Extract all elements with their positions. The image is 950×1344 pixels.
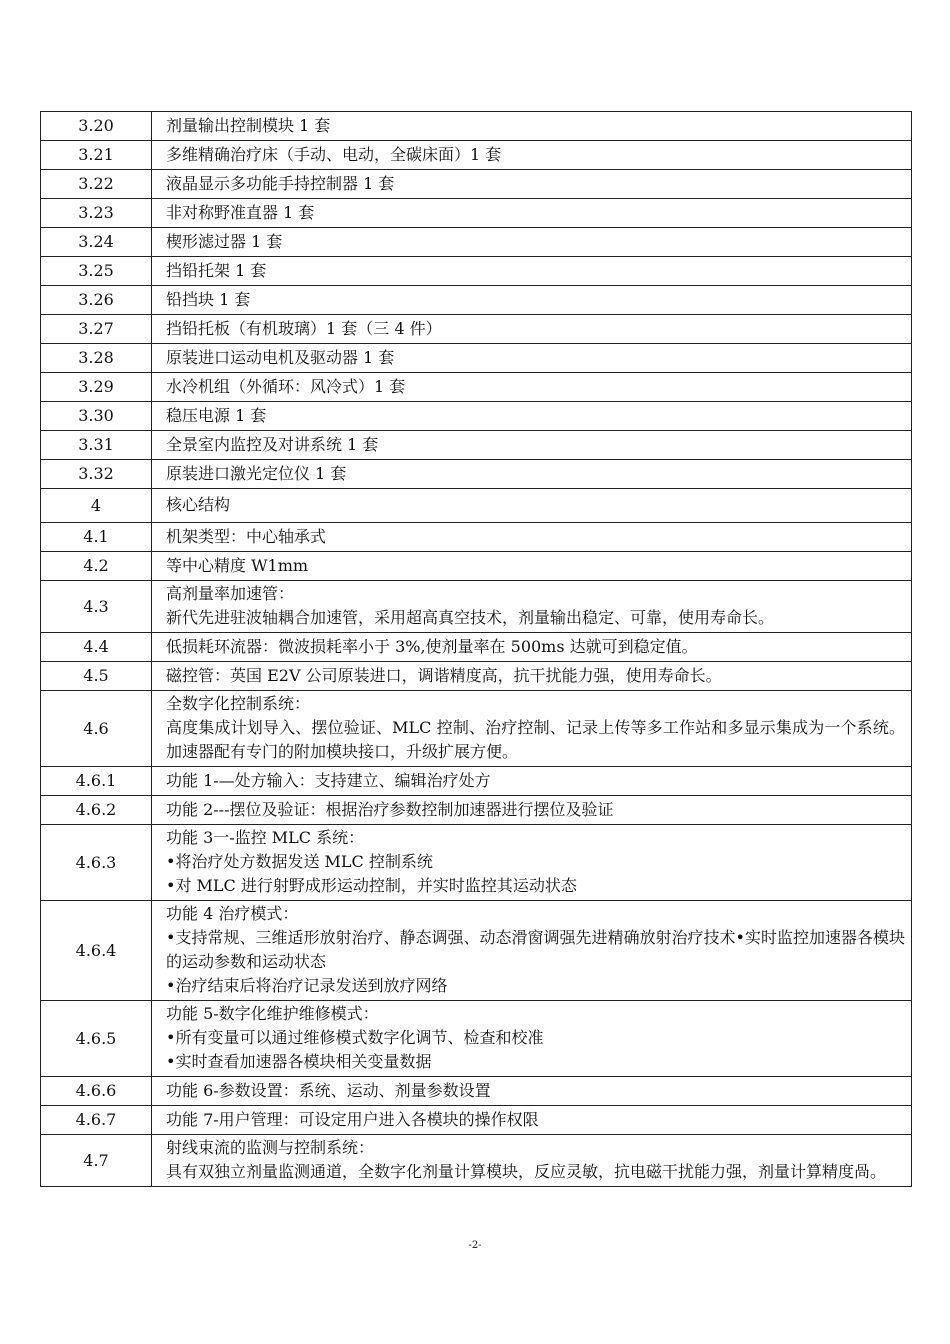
row-description [152, 286, 912, 315]
table-row [41, 1106, 912, 1135]
spec-table [40, 111, 912, 1187]
spec-table-body [41, 112, 912, 1187]
row-number: 4.6.6 [41, 1077, 152, 1106]
row-description [152, 552, 912, 581]
table-row [41, 662, 912, 691]
table-row [41, 1135, 912, 1187]
description-line: 挡铅托架 1 套 [166, 260, 267, 280]
description-line: 射线束流的监测与控制系统： [166, 1138, 375, 1157]
description-line: 高剂量率加速管： [166, 584, 295, 603]
description-line: 功能 2---摆位及验证：根据治疗参数控制加速器进行摆位及验证 [166, 799, 614, 819]
description-line: 功能 4 治疗模式： [166, 904, 299, 923]
description-line: •将治疗处方数据发送 MLC 控制系统 [166, 852, 433, 871]
description-line: 具有双独立剂量监测通道，全数字化剂量计算模块，反应灵敏，抗电磁干扰能力强，剂量计算精度咼。 [166, 1162, 887, 1181]
table-row [41, 552, 912, 581]
table-row [41, 170, 912, 199]
description-line: •所有变量可以通过维修模式数字化调节、检查和校准 [166, 1028, 544, 1047]
row-description [152, 691, 912, 767]
row-number: 4.6.1 [41, 767, 152, 796]
description-line: 功能 5-数字化维护维修模式： [166, 1004, 379, 1023]
description-line: 高度集成计划导入、摆位验证、MLC 控制、治疗控制、记录上传等多工作站和多显示集成为一个系统。加速器配有专门的附加模块接口，升级扩展方便。 [166, 718, 905, 761]
row-number: 3.25 [41, 257, 152, 286]
table-row [41, 315, 912, 344]
row-description [152, 825, 912, 901]
table-row [41, 796, 912, 825]
table-row [41, 141, 912, 170]
table-row [41, 257, 912, 286]
row-number: 3.32 [41, 460, 152, 489]
row-description [152, 228, 912, 257]
description-line: 多维精确治疗床（手动、电动，全碳床面）1 套 [166, 144, 502, 164]
table-row [41, 489, 912, 523]
description-line: 功能 6-参数设置：系统、运动、剂量参数设置 [166, 1080, 491, 1100]
row-number: 3.31 [41, 431, 152, 460]
table-row [41, 344, 912, 373]
description-line: 低损耗环流器：微波损耗率小于 3%,使剂量率在 500ms 达就可到稳定值。 [166, 636, 698, 656]
row-number: 3.23 [41, 199, 152, 228]
row-description [152, 315, 912, 344]
table-row [41, 112, 912, 141]
row-description [152, 112, 912, 141]
row-number: 3.30 [41, 402, 152, 431]
table-row [41, 1077, 912, 1106]
table-row [41, 633, 912, 662]
row-number: 4.6 [41, 691, 152, 767]
row-number: 4.7 [41, 1135, 152, 1187]
row-description [152, 901, 912, 1001]
row-description [152, 489, 912, 523]
table-row [41, 402, 912, 431]
row-description [152, 170, 912, 199]
row-number: 4.6.7 [41, 1106, 152, 1135]
row-number: 4.3 [41, 581, 152, 633]
row-description [152, 1001, 912, 1077]
table-row [41, 460, 912, 489]
page-number: -2- [468, 1240, 482, 1251]
row-description [152, 581, 912, 633]
description-line: 等中心精度 W1mm [166, 555, 309, 575]
row-number: 4.6.4 [41, 901, 152, 1001]
row-number: 3.21 [41, 141, 152, 170]
row-description [152, 1077, 912, 1106]
table-row [41, 523, 912, 552]
row-number: 4.4 [41, 633, 152, 662]
description-line: •实时查看加速器各模块相关变量数据 [166, 1052, 432, 1071]
description-line: 铅挡块 1 套 [166, 289, 251, 309]
table-row [41, 825, 912, 901]
row-description [152, 767, 912, 796]
row-number: 4.1 [41, 523, 152, 552]
row-number: 3.26 [41, 286, 152, 315]
row-description [152, 633, 912, 662]
description-line: 功能 1-—处方输入：支持建立、编辑治疗处方 [166, 770, 491, 790]
row-number: 4 [41, 489, 152, 523]
description-line: 稳压电源 1 套 [166, 405, 267, 425]
row-description [152, 344, 912, 373]
description-line: 机架类型：中心轴承式 [166, 526, 327, 546]
table-row [41, 199, 912, 228]
row-number: 4.6.5 [41, 1001, 152, 1077]
table-row [41, 431, 912, 460]
table-row [41, 901, 912, 1001]
description-line: 挡铅托板（有机玻璃）1 套（三 4 件） [166, 318, 442, 338]
row-description [152, 141, 912, 170]
description-line: 功能 7-用户管理：可设定用户进入各模块的操作权限 [166, 1109, 539, 1129]
description-line: 水冷机组（外循环：风冷式）1 套 [166, 376, 406, 396]
row-description [152, 431, 912, 460]
description-line: 功能 3一-监控 MLC 系统： [166, 828, 365, 847]
row-description [152, 662, 912, 691]
row-number: 3.22 [41, 170, 152, 199]
row-description [152, 796, 912, 825]
description-line: 全景室内监控及对讲系统 1 套 [166, 434, 379, 454]
description-line: 原装进口激光定位仪 1 套 [166, 463, 347, 483]
row-number: 3.20 [41, 112, 152, 141]
description-line: 非对称野准直器 1 套 [166, 202, 315, 222]
row-description [152, 523, 912, 552]
description-line: 原装进口运动电机及驱动器 1 套 [166, 347, 395, 367]
row-description [152, 460, 912, 489]
row-description [152, 373, 912, 402]
description-line: •支持常规、三维适形放射治疗、静态调强、动态滑窗调强先进精确放射治疗技术•实时监控加速器各模块的运动参数和运动状态 [166, 928, 905, 971]
table-row [41, 228, 912, 257]
row-description [152, 1106, 912, 1135]
description-line: •治疗结束后将治疗记录发送到放疗网络 [166, 976, 448, 995]
description-line: 楔形滤过器 1 套 [166, 231, 283, 251]
table-row [41, 581, 912, 633]
row-number: 4.5 [41, 662, 152, 691]
table-row [41, 373, 912, 402]
row-number: 4.6.2 [41, 796, 152, 825]
description-line: 液晶显示多功能手持控制器 1 套 [166, 173, 395, 193]
row-number: 3.27 [41, 315, 152, 344]
description-line: 新代先进驻波轴耦合加速管，采用超高真空技术，剂量输出稳定、可靠，使用寿命长。 [166, 608, 775, 627]
table-row [41, 1001, 912, 1077]
description-line: 核心结构 [166, 495, 231, 514]
description-line: 剂量输出控制模块 1 套 [166, 115, 331, 135]
table-row [41, 286, 912, 315]
table-row [41, 691, 912, 767]
row-number: 3.24 [41, 228, 152, 257]
row-number: 4.6.3 [41, 825, 152, 901]
description-line: 全数字化控制系统： [166, 694, 311, 713]
row-description [152, 402, 912, 431]
table-row [41, 767, 912, 796]
description-line: 磁控管：英国 E2V 公司原装进口，调谐精度高，抗干扰能力强，使用寿命长。 [166, 665, 722, 685]
row-description [152, 257, 912, 286]
row-description [152, 1135, 912, 1187]
row-number: 4.2 [41, 552, 152, 581]
row-number: 3.28 [41, 344, 152, 373]
row-description [152, 199, 912, 228]
description-line: •对 MLC 进行射野成形运动控制，并实时监控其运动状态 [166, 876, 577, 895]
row-number: 3.29 [41, 373, 152, 402]
